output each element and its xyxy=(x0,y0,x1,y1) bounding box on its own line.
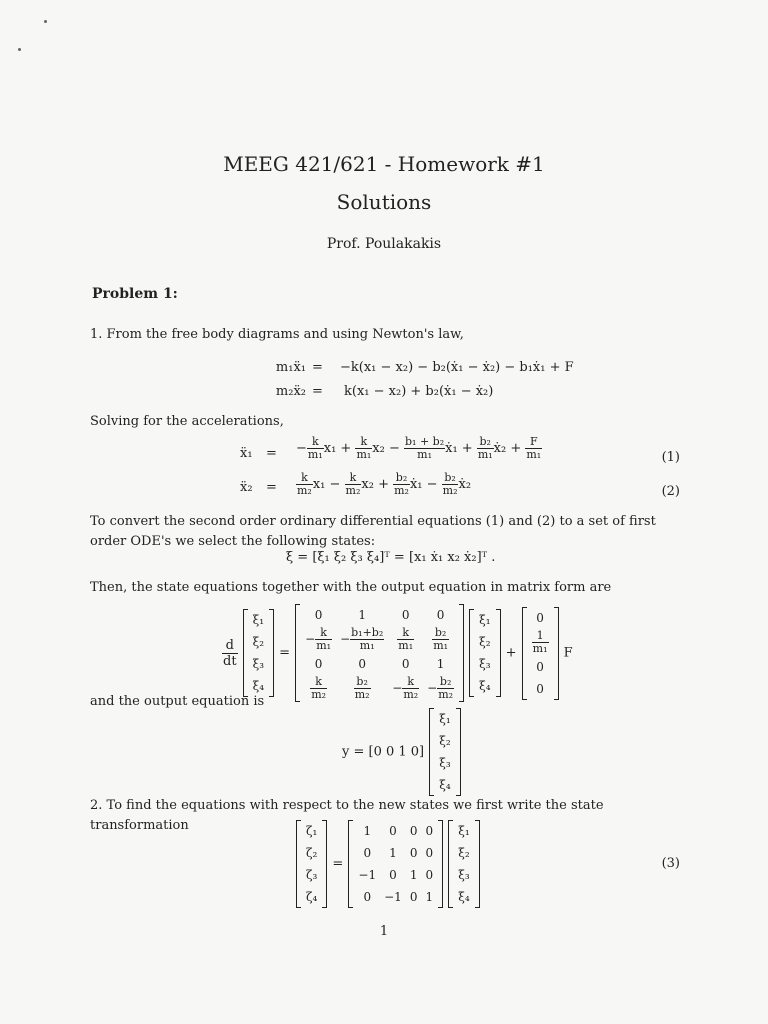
paragraph-output: and the output equation is xyxy=(90,694,265,709)
newton-eq1-lhs: m₁ẍ₁ xyxy=(275,360,306,375)
accel-eq2-lhs: ẍ₂ xyxy=(240,480,253,495)
xi-dot-vector: ξ₁ ξ₂ ξ₃ ξ₄ xyxy=(243,609,274,697)
xi-vector-transform: ξ₁ ξ₂ ξ₃ ξ₄ xyxy=(448,820,479,908)
paragraph-transformation: 2. To find the equations with respect to the new states we first write the state transformation xyxy=(90,798,604,833)
system-matrix-A: 0 1 0 0 − $\frac{k}{\text{m₁}}$ − $\frac{\text{b₁+b₂}}{\text{m₁}}$ $\frac{k}{\text{m₁}}$ $\frac{\text{b₂}}{\text{m₁}}$ 0 0 0 1 $\frac{k}{\text{m₂}}$ $\frac{\text{b₂}}{\text{m₂}}$ − $\frac{k}{\text{m₂}}$ − $\frac{\text{b₂}}{\text{m₂}}$ xyxy=(295,604,464,702)
scan-speck xyxy=(18,48,21,51)
accel-eq1-equals: = xyxy=(266,446,277,461)
accel-eq2-equals: = xyxy=(266,480,277,495)
newton-eq1-rhs: −k(x₁ − x₂) − b₂(ẋ₁ − ẋ₂) − b₁ẋ₁ + F xyxy=(340,360,574,375)
input-vector-B: 0 $\frac{1}{\text{m₁}}$ 0 0 xyxy=(522,607,559,700)
paragraph-matrix-form: Then, the state equations together with the output equation in matrix form are xyxy=(90,580,612,595)
state-equation: $\frac{d}{dt}$ ξ₁ ξ₂ ξ₃ ξ₄ = 0 1 0 0 − $\frac{k}{\text{m₁}}$ − $\frac{\text{b₁+b₂}}{\text{m₁}}$ $\frac{k}{\text{m₁}}$ $\frac{\text{b₂}}{\text{m₁}}$ 0 0 0 1 $\frac{k}{\text{m₂}}$ $\frac{\text{b₂}}{\text{m₂}}$ − $\frac{k}{\text{m₂}}$ − $\frac{\text{b₂}}{\text{m₂}}$ ξ₁ ξ₂ ξ₃ ξ₄ + 0 $\frac{1}{\text{m₁}}$ 0 0 F xyxy=(222,604,573,702)
document-title: MEEG 421/621 - Homework #1 xyxy=(223,152,545,176)
equation-label-2: (2) xyxy=(661,484,680,499)
accel-eq1-lhs: ẍ₁ xyxy=(240,446,253,461)
newton-eq2-rhs: k(x₁ − x₂) + b₂(ẋ₁ − ẋ₂) xyxy=(344,384,494,399)
equation-label-1: (1) xyxy=(661,450,680,465)
xi-vector: ξ₁ ξ₂ ξ₃ ξ₄ xyxy=(469,609,500,697)
zeta-vector: ζ₁ ζ₂ ζ₃ ζ₄ xyxy=(296,820,327,908)
equation-label-3: (3) xyxy=(661,856,680,871)
state-transformation: ζ₁ ζ₂ ζ₃ ζ₄ = 1 0 0 0 0 1 0 0 −1 0 1 0 0 −1 0 1 ξ₁ ξ₂ ξ₃ ξ₄ xyxy=(296,820,480,908)
output-xi-vector: ξ₁ ξ₂ ξ₃ ξ₄ xyxy=(429,708,460,796)
state-definition: ξ = [ξ₁ ξ₂ ξ₃ ξ₄]ᵀ = [x₁ ẋ₁ x₂ ẋ₂]ᵀ . xyxy=(286,550,496,565)
newton-eq2-lhs: m₂ẍ₂ xyxy=(275,384,306,399)
newton-eq2-equals: = xyxy=(312,384,323,399)
author: Prof. Poulakakis xyxy=(326,236,442,252)
paragraph-newton: 1. From the free body diagrams and using Newton's law, xyxy=(90,327,464,342)
paragraph-solving: Solving for the accelerations, xyxy=(90,414,284,429)
page-number: 1 xyxy=(379,924,389,939)
ddt-operator: $\frac{d}{dt}$ xyxy=(223,637,237,669)
accel-eq2-rhs: $\frac{k}{\text{m₂}}$ x₁ − $\frac{k}{\text{m₂}}$ x₂ + $\frac{\text{b₂}}{\text{m₂}}$ ẋ₁ − $\frac{\text{b₂}}{\text{m₂}}$ ẋ₂ xyxy=(297,471,472,497)
document-subtitle: Solutions xyxy=(336,190,432,214)
paragraph-convert: To convert the second order ordinary differential equations (1) and (2) to a set of first order ODE's we select the following states: xyxy=(90,514,656,549)
accel-eq1-rhs: − $\frac{k}{\text{m₁}}$ x₁ + $\frac{k}{\text{m₁}}$ x₂ − $\frac{\text{b₁ + b₂}}{\text{m₁}}$ ẋ₁ + $\frac{\text{b₂}}{\text{m₁}}$ ẋ₂ + $\frac{F}{\text{m₁}}$ xyxy=(296,435,542,461)
scan-speck xyxy=(44,20,47,23)
newton-eq1-equals: = xyxy=(312,360,323,375)
transformation-matrix: 1 0 0 0 0 1 0 0 −1 0 1 0 0 −1 0 1 xyxy=(348,820,443,908)
problem-heading: Problem 1: xyxy=(92,286,178,302)
output-equation: y = [0 0 1 0] ξ₁ ξ₂ ξ₃ ξ₄ xyxy=(342,708,461,796)
